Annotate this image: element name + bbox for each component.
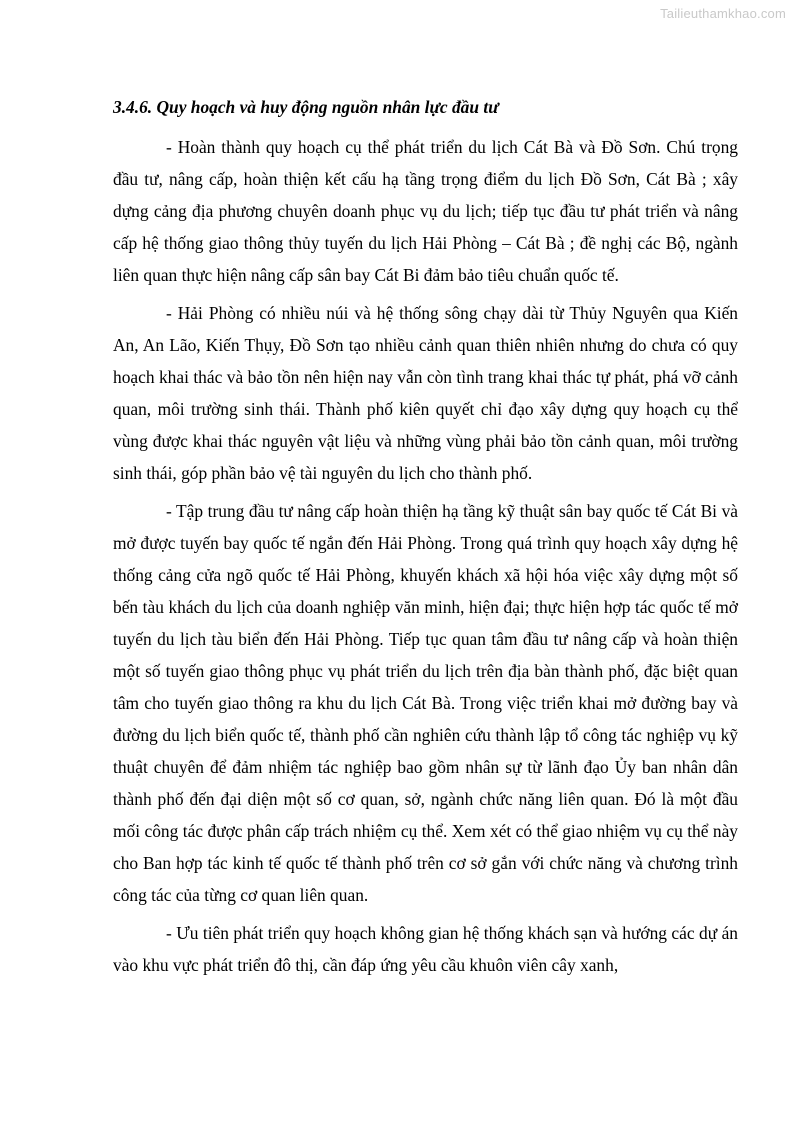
paragraph-airport-planning: - Hoàn thành quy hoạch cụ thể phát triển du lịch Cát Bà và Đồ Sơn. Chú trọng đầu tư, nâng cấp, hoàn thiện kết cấu hạ tầng trọng điểm du lịch Đồ Sơn, Cát Bà ; xây dựng cảng địa phương chuyên doanh phục vụ du lịch; tiếp tục đầu tư phát triển và nâng cấp hệ thống giao thông thủy tuyến du lịch Hải Phòng – Cát Bà ; đề nghị các Bộ, ngành liên quan thực hiện nâng cấp sân bay Cát Bi đảm bảo tiêu chuẩn quốc tế. — [113, 137, 738, 285]
paragraph-infrastructure-investment: - Tập trung đầu tư nâng cấp hoàn thiện hạ tầng kỹ thuật sân bay quốc tế Cát Bi và mở được tuyến bay quốc tế ngắn đến Hải Phòng. Trong quá trình quy hoạch xây dựng hệ thống cảng cửa ngõ quốc tế Hải Phòng, khuyến khách xã hội hóa việc xây dựng một số bến tàu khách du lịch của doanh nghiệp văn minh, hiện đại; thực hiện hợp tác quốc tế mở tuyến du lịch tàu biển đến Hải Phòng. Tiếp tục quan tâm đầu tư nâng cấp và hoàn thiện một số tuyến giao thông phục vụ phát triển du lịch trên địa bàn thành phố, đặc biệt quan tâm cho tuyến giao thông ra khu du lịch Cát Bà. Trong việc triển khai mở đường bay và đường du lịch biển quốc tế, thành phố cần nghiên cứu thành lập tổ công tác nghiệp vụ kỹ thuật chuyên để đảm nhiệm tác nghiệp bao gồm nhân sự từ lãnh đạo Ủy ban nhân dân thành phố đến đại diện một số cơ quan, sở, ngành chức năng liên quan. Đó là một đầu mối công tác được phân cấp trách nhiệm cụ thể. Xem xét có thể giao nhiệm vụ cụ thể này cho Ban hợp tác kinh tế quốc tế thành phố trên cơ sở gắn với chức năng và chương trình công tác của từng cơ quan liên quan. — [113, 501, 738, 905]
document-page — [113, 95, 738, 987]
paragraph-hotel-planning: - Ưu tiên phát triển quy hoạch không gian hệ thống khách sạn và hướng các dự án vào khu vực phát triển đô thị, cần đáp ứng yêu cầu khuôn viên cây xanh, — [113, 923, 738, 975]
section-heading: 3.4.6. Quy hoạch và huy động nguồn nhân lực đầu tư — [113, 97, 499, 117]
watermark: Tailieuthamkhao.com — [660, 6, 786, 21]
paragraph-landscape-conservation: - Hải Phòng có nhiều núi và hệ thống sông chạy dài từ Thủy Nguyên qua Kiến An, An Lão, Kiến Thụy, Đồ Sơn tạo nhiều cảnh quan thiên nhiên nhưng do chưa có quy hoạch khai thác và bảo tồn nên hiện nay vẫn còn tình trang khai thác tự phát, phá vỡ cảnh quan, môi trường sinh thái. Thành phố kiên quyết chỉ đạo xây dựng quy hoạch cụ thể vùng được khai thác nguyên vật liệu và những vùng phải bảo tồn cảnh quan, môi trường sinh thái, góp phần bảo vệ tài nguyên du lịch cho thành phố. — [113, 303, 738, 483]
